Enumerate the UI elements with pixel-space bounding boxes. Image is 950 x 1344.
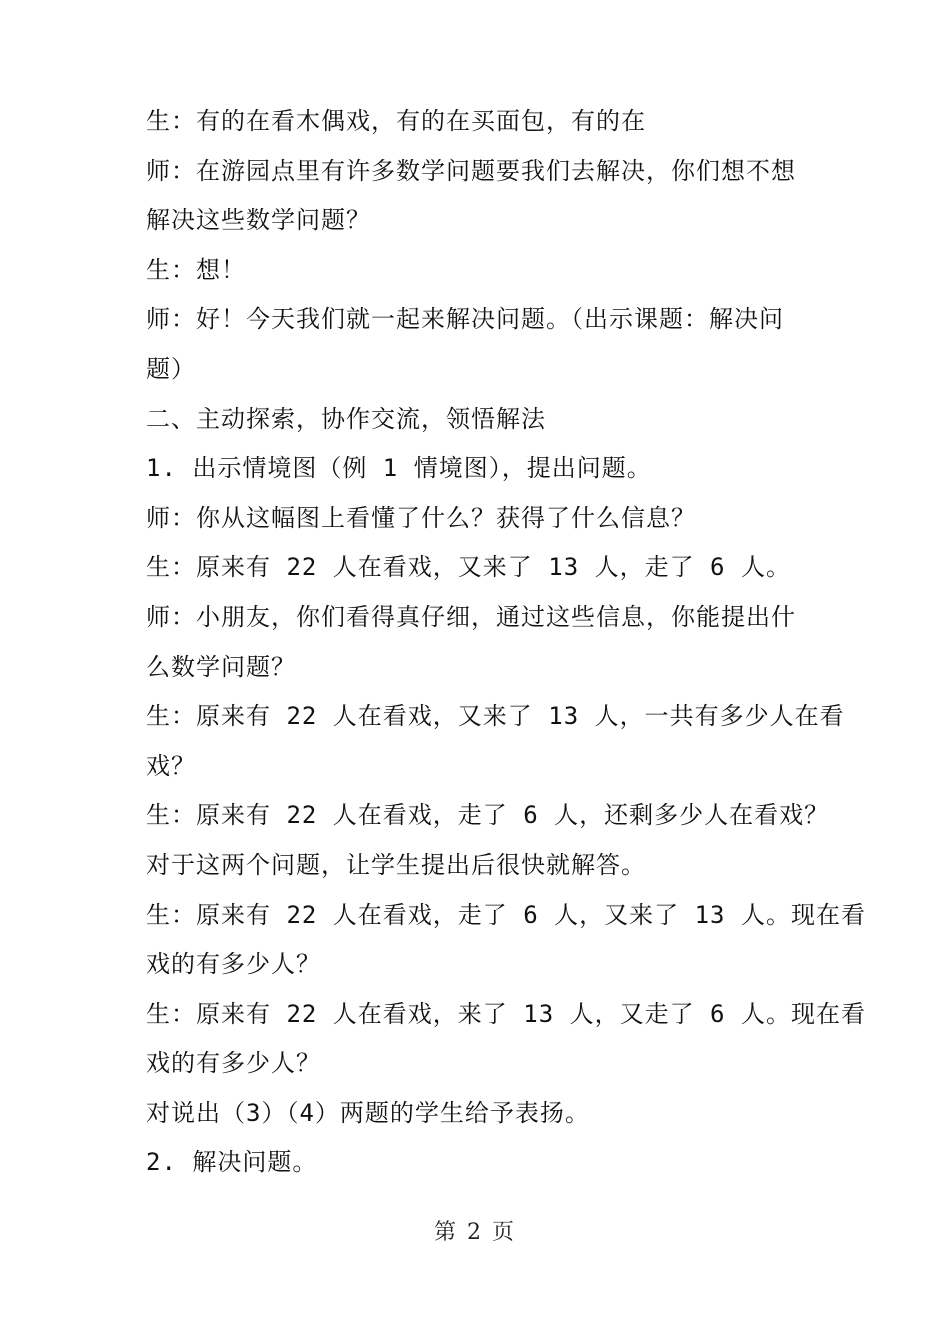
text-line: 题） bbox=[146, 354, 196, 383]
text-line: 生：想！ bbox=[146, 255, 246, 284]
text-line: 戏的有多少人？ bbox=[146, 1049, 321, 1078]
page-number: 第 2 页 bbox=[434, 1220, 516, 1245]
text-line: 戏的有多少人？ bbox=[146, 950, 321, 979]
text-line: 戏？ bbox=[146, 751, 196, 780]
text-line: 生：原来有 22 人在看戏，又来了 13 人，走了 6 人。 bbox=[146, 553, 791, 582]
text-line: 师：好！今天我们就一起来解决问题。（出示课题：解决问 bbox=[146, 305, 784, 334]
document-body bbox=[146, 97, 866, 1188]
text-line: 生：原来有 22 人在看戏，又来了 13 人，一共有多少人在看 bbox=[146, 702, 845, 731]
numbered-item: 1. 出示情境图（例 1 情境图），提出问题。 bbox=[146, 454, 652, 483]
text-line: 生：原来有 22 人在看戏，走了 6 人，又来了 13 人。现在看 bbox=[146, 900, 866, 929]
text-line: 师：在游园点里有许多数学问题要我们去解决，你们想不想 bbox=[146, 156, 796, 185]
numbered-item: 2. 解决问题。 bbox=[146, 1148, 318, 1177]
text-line: 么数学问题？ bbox=[146, 652, 296, 681]
text-line: 师：你从这幅图上看懂了什么？获得了什么信息？ bbox=[146, 503, 696, 532]
text-line: 对于这两个问题，让学生提出后很快就解答。 bbox=[146, 850, 646, 879]
text-line: 师：小朋友，你们看得真仔细，通过这些信息，你能提出什 bbox=[146, 602, 796, 631]
text-line: 对说出（3）（4）两题的学生给予表扬。 bbox=[146, 1098, 590, 1127]
text-line: 生：有的在看木偶戏，有的在买面包，有的在 bbox=[146, 107, 646, 135]
text-line: 生：原来有 22 人在看戏，走了 6 人，还剩多少人在看戏？ bbox=[146, 801, 830, 830]
section-heading: 二、主动探索，协作交流，领悟解法 bbox=[146, 404, 546, 433]
text-line: 解决这些数学问题？ bbox=[146, 206, 371, 235]
text-line: 生：原来有 22 人在看戏，来了 13 人，又走了 6 人。现在看 bbox=[146, 999, 866, 1028]
